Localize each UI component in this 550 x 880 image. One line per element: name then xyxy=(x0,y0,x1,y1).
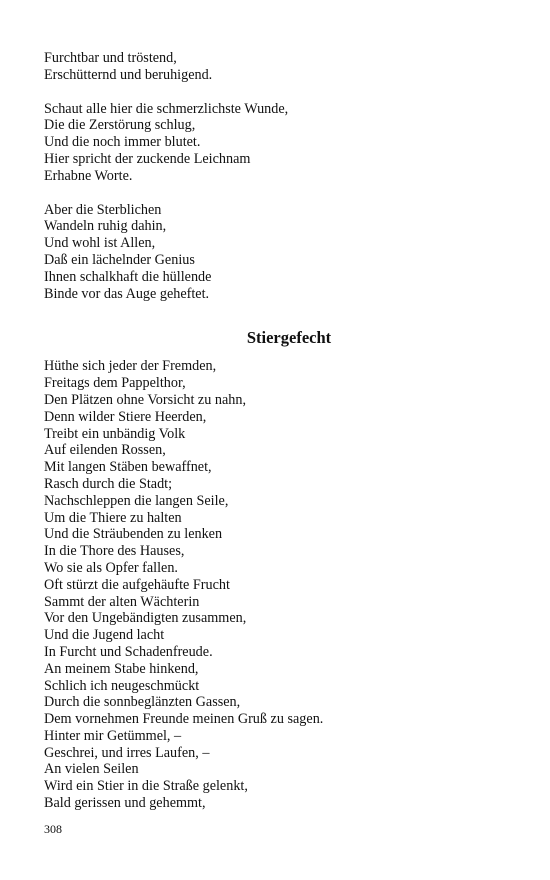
verse-line: Die die Zerstörung schlug, xyxy=(44,117,196,134)
poem-title: Stiergefecht xyxy=(246,328,332,348)
verse-line: Und die noch immer blutet. xyxy=(44,134,201,151)
verse-line: Binde vor das Auge geheftet. xyxy=(44,285,210,302)
verse-line: Geschrei, und irres Laufen, – xyxy=(44,744,210,761)
verse-line: Freitags dem Pappelthor, xyxy=(44,375,186,392)
verse-line: Hier spricht der zuckende Leichnam xyxy=(44,150,251,167)
verse-line: Und die Jugend lacht xyxy=(44,627,165,644)
verse-line: Den Plätzen ohne Vorsicht zu nahn, xyxy=(44,391,246,408)
verse-line: Schaut alle hier die schmerzlichste Wunde, xyxy=(44,100,289,117)
verse-line: Erhabne Worte. xyxy=(44,167,133,184)
verse-line: Und wohl ist Allen, xyxy=(44,235,156,252)
stanza xyxy=(44,202,514,303)
verse-line: Sammt der alten Wächterin xyxy=(44,593,200,610)
verse-line: Durch die sonnbeglänzten Gassen, xyxy=(44,694,241,711)
verse-line: An vielen Seilen xyxy=(44,761,139,778)
verse-line: Oft stürzt die aufgehäufte Frucht xyxy=(44,576,230,593)
verse-line: Hinter mir Getümmel, – xyxy=(44,727,182,744)
verse-line: Aber die Sterblichen xyxy=(44,201,162,218)
verse-line: Treibt ein unbändig Volk xyxy=(44,425,186,442)
verse-line: Furchtbar und tröstend, xyxy=(44,50,177,66)
verse-line: Rasch durch die Stadt; xyxy=(44,475,173,492)
stanza xyxy=(44,50,514,84)
page-number: 308 xyxy=(44,822,62,836)
page-content xyxy=(44,50,514,812)
verse-line: Denn wilder Stiere Heerden, xyxy=(44,408,207,425)
verse-line: Um die Thiere zu halten xyxy=(44,509,182,526)
verse-line: Ihnen schalkhaft die hüllende xyxy=(44,268,212,285)
verse-line: Dem vornehmen Freunde meinen Gruß zu sagen. xyxy=(44,711,324,728)
verse-line: Wird ein Stier in die Straße gelenkt, xyxy=(44,778,248,795)
verse-line: Daß ein lächelnder Genius xyxy=(44,251,195,268)
verse-line: Mit langen Stäben bewaffnet, xyxy=(44,459,212,476)
verse-line: In Furcht und Schadenfreude. xyxy=(44,643,213,660)
verse-line: Hüthe sich jeder der Fremden, xyxy=(44,358,217,375)
verse-line: Nachschleppen die langen Seile, xyxy=(44,492,229,509)
stanza xyxy=(44,101,514,185)
verse-line: Bald gerissen und gehemmt, xyxy=(44,795,206,812)
verse-line: Wandeln ruhig dahin, xyxy=(44,218,167,235)
verse-line: Schlich ich neugeschmückt xyxy=(44,677,200,694)
verse-line: In die Thore des Hauses, xyxy=(44,543,185,560)
verse-line: Vor den Ungebändigten zusammen, xyxy=(44,610,247,627)
verse-line: Wo sie als Opfer fallen. xyxy=(44,559,178,576)
poem-body xyxy=(44,358,514,812)
verse-line: Und die Sträubenden zu lenken xyxy=(44,526,223,543)
verse-line: Auf eilenden Rossen, xyxy=(44,442,166,459)
verse-line: Erschütternd und beruhigend. xyxy=(44,66,213,83)
verse-line: An meinem Stabe hinkend, xyxy=(44,660,199,677)
